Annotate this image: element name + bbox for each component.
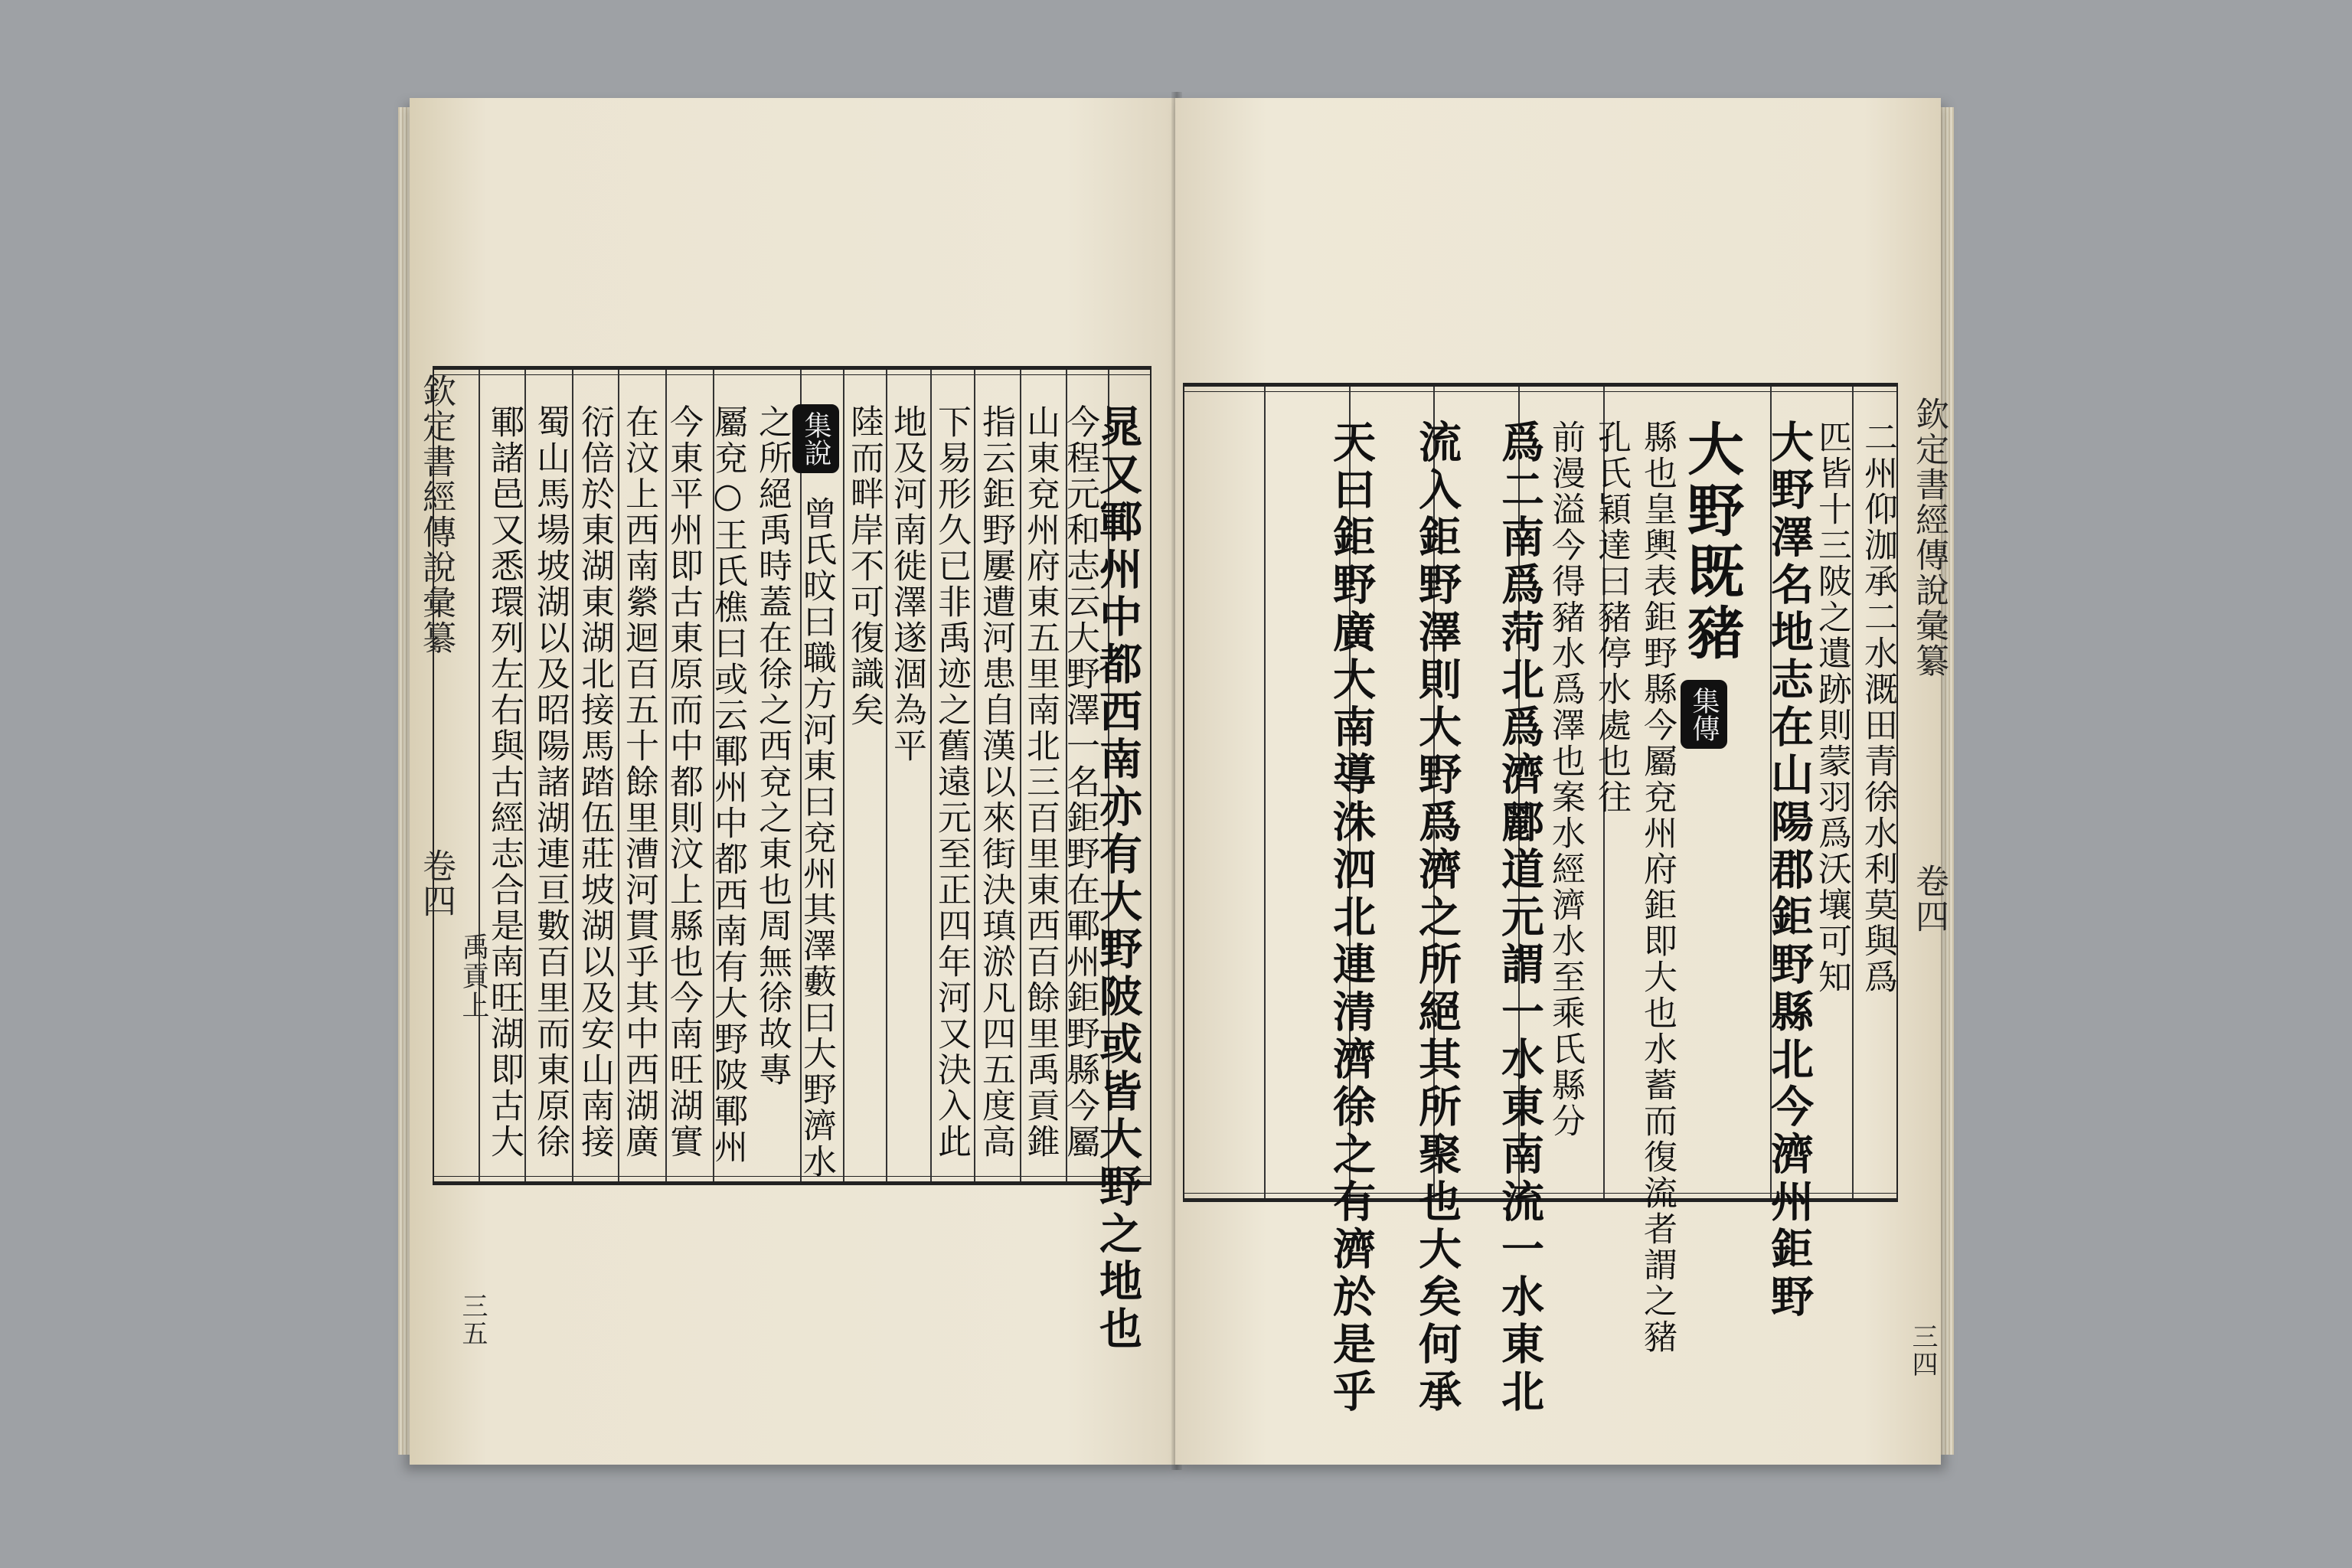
left-text-column-11: 今東平州即古東原而中都則汶上縣也今南旺湖實	[664, 404, 703, 1160]
right-text-column-9: 天曰鉅野廣大南導洙泗北連清濟徐之有濟於是乎	[1326, 420, 1377, 1416]
left-text-column-1: 晁又鄆州中都西南亦有大野陂或皆大野之地也	[1093, 404, 1143, 1354]
left-text-column-5: 下易形久已非禹迹之舊遠元至正四年河又決入此	[932, 404, 971, 1160]
right-text-column-6: 前漫溢今得豬水爲澤也案水經濟水至乘氏縣分	[1546, 420, 1585, 1139]
right-side-volume: 卷四	[1909, 864, 1949, 934]
left-text-column-10: 屬兗○王氏樵曰或云鄆州中都西南有大野陂鄆州	[708, 404, 747, 1165]
right-text-column-3: 大野澤名地志在山陽郡鉅野縣北今濟州鉅野	[1764, 420, 1815, 1321]
verse-headline: 大野既豬	[1678, 420, 1744, 665]
right-text-column-1: 二州仰泇承二水溉田青徐水利莫與爲	[1858, 420, 1897, 995]
right-text-column-8: 流入鉅野澤則大野爲濟之所絕其所聚也大矣何承	[1412, 420, 1462, 1416]
left-text-column-7: 陸而畔岸不可復識矣	[844, 404, 884, 728]
left-text-column-14: 蜀山馬場坡湖以及昭陽諸湖連亘數百里而東原徐	[531, 404, 570, 1160]
left-text-column-4: 指云鉅野屢遭河患自漢以來街決瑱淤凡四五度高	[976, 404, 1015, 1160]
left-text-column-8: 曾氏旼曰職方河東曰兗州其澤藪曰大野濟水	[797, 496, 836, 1180]
left-text-column-2: 今程元和志云大野澤一名鉅野在鄆州鉅野縣今屬	[1060, 404, 1099, 1160]
left-page-number: 三五	[457, 1292, 488, 1348]
left-side-title: 欽定書經傳說彙纂	[416, 374, 456, 655]
right-text-column-4: 縣也皇輿表鉅野縣今屬兗州府鉅即大也水蓄而復流者謂之豬	[1638, 420, 1677, 1355]
left-text-column-6: 地及河南徙澤遂涸為平	[887, 404, 926, 764]
left-text-column-3: 山東兗州府東五里南北三百里東西百餘里禹貢錐	[1021, 404, 1060, 1160]
left-text-column-9: 之所絕禹時蓋在徐之西兗之東也周無徐故專	[753, 404, 792, 1088]
collected-commentary-badge: 集傳	[1681, 680, 1727, 749]
right-page	[1175, 98, 1949, 1465]
left-side-chapter: 禹貢上	[458, 933, 489, 1020]
left-page	[410, 98, 1183, 1465]
right-text-column-2: 匹皆十三陂之遺跡則蒙羽爲沃壤可知	[1812, 420, 1851, 995]
left-text-column-15: 鄆諸邑又悉環列左右與古經志合是南旺湖即古大	[485, 404, 524, 1160]
left-text-column-13: 衍倍於東湖東湖北接馬踏伍莊坡湖以及安山南接	[575, 404, 614, 1160]
right-side-title: 欽定書經傳說彙纂	[1909, 397, 1949, 678]
right-text-column-7: 爲二南爲菏北爲濟酈道元謂一水東南流一水東北	[1494, 420, 1545, 1416]
collected-sayings-badge: 集說	[792, 404, 839, 473]
right-text-column-5: 孔氏穎達曰豬停水處也往	[1592, 420, 1631, 815]
right-page-number: 三四	[1907, 1323, 1938, 1378]
left-side-volume: 卷四	[416, 848, 456, 919]
left-text-column-12: 在汶上西南縈迴百五十餘里漕河貫乎其中西湖廣	[619, 404, 658, 1160]
